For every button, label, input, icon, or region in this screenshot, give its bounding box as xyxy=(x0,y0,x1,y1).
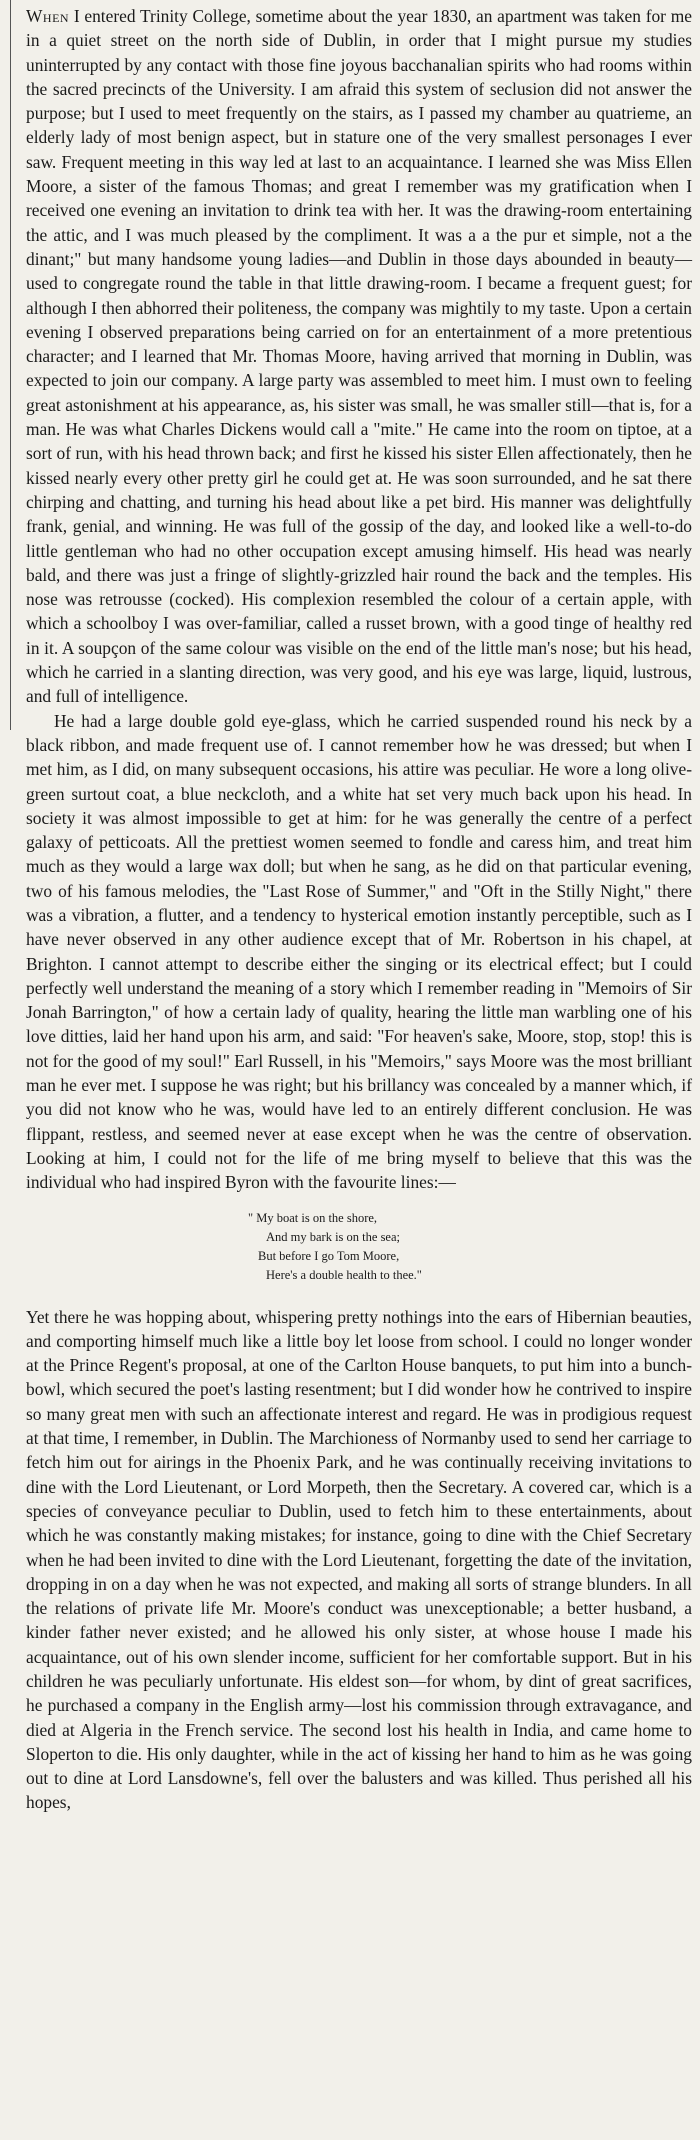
opening-word: When xyxy=(26,6,70,26)
poem-line-2: And my bark is on the sea; xyxy=(266,1229,401,1244)
poem-line-4: Here's a double health to thee." xyxy=(266,1267,422,1282)
column-rule xyxy=(10,0,11,730)
article-paragraph-2: He had a large double gold eye-glass, which he carried suspended round his neck by a black ribbon, and made frequent use of. I cannot remember how he was dressed; but when I met him, as I did, on many subsequent occasions, his attire was peculiar. He wore a long olive-green surtout coat, a blue neckcloth, and a white hat set very much back upon his head. In society it was almost impossible to get at him: for he was generally the centre of a perfect galaxy of petticoats. All the prettiest women seemed to fondle and caress him, and treat him much as they would a large wax doll; but when he sang, as he did on that particular evening, two of his famous melodies, the "Last Rose of Summer," and "Oft in the Stilly Night," there was a vibration, a flutter, and a tendency to hysterical emotion instantly perceptible, such as I have never observed in any other audience except that of Mr. Robertson in his chapel, at Brighton. I cannot attempt to describe either the singing or its electrical effect; but I could perfectly well understand the meaning of a story which I remember reading in "Memoirs of Sir Jonah Barrington," of how a certain lady of quality, hearing the little man warbling one of his love ditties, laid her hand upon his arm, and said: "For heaven's sake, Moore, stop, stop! this is not for the good of my soul!" Earl Russell, in his "Memoirs," says Moore was the most brilliant man he ever met. I suppose he was right; but his brillancy was concealed by a manner which, if you did not know who he was, would have led to an entirely different conclusion. He was flippant, restless, and seemed never at ease except when he was the centre of observation. Looking at him, I could not for the life of me bring myself to believe that this was the individual who had inspired Byron with the favourite lines:— xyxy=(26,710,692,1193)
byron-quotation xyxy=(26,1209,692,1285)
poem-line-3: But before I go Tom Moore, xyxy=(258,1248,400,1263)
paragraph-1-text: I entered Trinity College, sometime about the year 1830, an apartment was taken for me in a quiet street on the north side of Dublin, in order that I might pursue my studies uninterrupted by any contact with those fine joyous bacchanalian spirits who had rooms within the sacred precincts of the University. I am afraid this system of seclusion did not answer the purpose; but I used to meet frequently on the stairs, as I passed my chamber au quatrieme, an elderly lady of most benign aspect, but in stature one of the very smallest personages I ever saw. Frequent meeting in this way led at last to an acquaintance. I learned she was Miss Ellen Moore, a sister of the famous Thomas; and great I remember was my gratification when I received one evening an invitation to drink tea with her. It was the drawing-room entertaining the attic, and I was much pleased by the compliment. It was a a the pur et simple, not a the dinant;" but many handsome young ladies—and Dublin in those days abounded in beauty—used to congregate round the table in that little drawing-room. I became a frequent guest; for although I then abhorred their politeness, the company was mightily to my taste. Upon a certain evening I observed preparations being carried on for an entertainment of a more pretentious character; and I learned that Mr. Thomas Moore, having arrived that morning in Dublin, was expected to join our company. A large party was assembled to meet him. I must own to feeling great astonishment at his appearance, as, his sister was small, he was smaller still—that is, for a man. He was what Charles Dickens would call a "mite." He came into the room on tiptoe, at a sort of run, with his head thrown back; and first he kissed his sister Ellen affectionately, then he kissed nearly every other pretty girl he could get at. He was soon surrounded, and he sat there chirping and chatting, and turning his head about like a pet bird. His manner was delightfully frank, genial, and winning. He was full of the gossip of the day, and looked like a well-to-do little gentleman who had no other occupation except amusing himself. His head was nearly bald, and there was just a fringe of slightly-grizzled hair round the back and the temples. His nose was retrousse (cocked). His complexion resembled the colour of a certain apple, with which a schoolboy I was over-familiar, called a russet brown, with a good tinge of healthy red in it. A soupçon of the same colour was visible on the end of the little man's nose; but his head, which he carried in a slanting direction, was very good, and his eye was large, liquid, lustrous, and full of intelligence. xyxy=(26,6,692,707)
article-paragraph-1 xyxy=(26,4,692,709)
poem-line-1: " My boat is on the shore, xyxy=(248,1210,378,1225)
article-paragraph-3: Yet there he was hopping about, whispering pretty nothings into the ears of Hibernian beauties, and comporting himself much like a little boy let loose from school. I could no longer wonder at the Prince Regent's proposal, at one of the Carlton House banquets, to put him into a bunch-bowl, which secured the poet's lasting resentment; but I did wonder how he contrived to inspire so many great men with such an affectionate interest and regard. He was in prodigious request at that time, I remember, in Dublin. The Marchioness of Normanby used to send her carriage to fetch him out for airings in the Phoenix Park, and he was continually receiving invitations to dine with the Lord Lieutenant, or Lord Morpeth, then the Secretary. A covered car, which is a species of conveyance peculiar to Dublin, used to fetch him to these entertainments, about which he was constantly making mistakes; for instance, going to dine with the Chief Secretary when he had been invited to dine with the Lord Lieutenant, forgetting the date of the invitation, dropping in on a day when he was not expected, and making all sorts of strange blunders. In all the relations of private life Mr. Moore's conduct was unexceptionable; a better husband, a kinder father never existed; and he allowed his only sister, at whose house I made his acquaintance, out of his own slender income, sufficient for her comfortable support. But in his children he was peculiarly unfortunate. His eldest son—for whom, by dint of great sacrifices, he purchased a company in the English army—lost his commission through extravagance, and died at Algeria in the French service. The second lost his health in India, and came home to Sloperton to die. His only daughter, while in the act of kissing her hand to him as he was going out to dine at Lord Lansdowne's, fell over the balusters and was killed. Thus perished all his hopes, xyxy=(26,1306,692,1813)
